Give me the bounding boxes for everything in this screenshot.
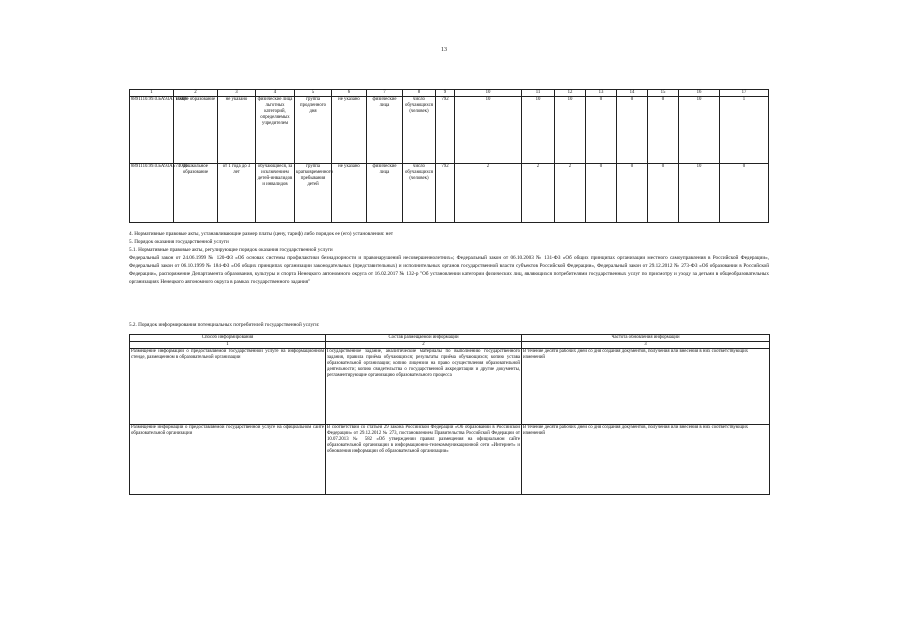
column-number: 12 — [555, 90, 586, 97]
table-cell: 0 — [617, 97, 648, 164]
section-5-heading: 5. Порядок оказания государственной услуги — [129, 239, 229, 245]
column-number: 13 — [586, 90, 617, 97]
column-number: 6 — [332, 90, 367, 97]
column-number: 3 — [522, 342, 770, 349]
table-cell: 10 — [522, 97, 555, 164]
column-number: 1 — [130, 90, 174, 97]
table-row — [130, 425, 770, 495]
table-cell: физические лица льготных категорий, определяемых учредителем — [256, 97, 295, 164]
column-number: 5 — [295, 90, 332, 97]
column-number: 4 — [256, 90, 295, 97]
table-cell: 0 — [586, 164, 617, 223]
section-5-2-heading: 5.2. Порядок информирования потенциальных потребителей государственной услуги: — [129, 322, 320, 328]
table-cell: 8891110.99.0.БА93АБ74000 — [130, 164, 174, 223]
table-cell: 792 — [436, 97, 455, 164]
header-frequency: Частота обновления информации — [522, 335, 770, 342]
column-number: 10 — [455, 90, 522, 97]
table-cell: 2 — [455, 164, 522, 223]
table-cell: 10 — [679, 164, 720, 223]
table-cell: группа кратковременного пребывания детей — [295, 164, 332, 223]
table-cell: 10 — [679, 97, 720, 164]
laws-paragraph: Федеральный закон от 24.06.1999 № 120-ФЗ «Об основах системы профилактики безнадзорности и правонарушений несовершеннолетних»; Федеральный закон от 06.10.2003 № 131-ФЗ «Об общих принципах организации местного самоуправления в Российской Федерации», Федеральный закон от 06.10.1999 № 184-ФЗ «Об общих принципах организации законодательных (представительных) и исполнительных органов государственной власти субъектов Российской Федерации», Федеральный закон от 29.12.2012 № 273-ФЗ «Об образовании в Российской Федерации», распоряжение Департамента образования, культуры и спорта Ненецкого автономного округа от 16.02.2017 № 132-р "Об установлении категории физических лиц, являющихся потребителями государственных услуг по присмотру и уходу за детьми в общеобразовательных организациях Ненецкого автономного округа в рамках государственного задания" — [129, 255, 769, 285]
table-cell: 0 — [648, 97, 679, 164]
table-cell: физические лица — [367, 164, 403, 223]
table-cell: дошкольное образование — [174, 164, 218, 223]
column-number: 11 — [522, 90, 555, 97]
table-cell: 0 — [617, 164, 648, 223]
method-cell: Размещение информации о предоставляемой государственной услуге на информационном стенде, размещенном в образовательной организации — [130, 349, 326, 425]
column-number: 16 — [679, 90, 720, 97]
table-row — [130, 349, 770, 425]
content-cell: В соответствии со статьей 29 закона Российской Федерации «Об образовании в Российской Федерации» от 29.12.2012 № 273, постановлением Правительства Российской Федерации от 10.07.2013 № 582 «Об утверждении правил размещения на официальном сайте образовательной организации в информационно-телекоммуникационной сети «Интернет» и обновления информации об образовательной организации» — [326, 425, 522, 495]
table-cell: 2 — [522, 164, 555, 223]
frequency-cell: В течение десяти рабочих дней со дня создания документов, получения или внесения в них соответствующих изменений — [522, 349, 770, 425]
service-indicators-table — [129, 89, 769, 223]
table-cell: 0 — [648, 164, 679, 223]
table-row — [130, 164, 769, 223]
column-number: 14 — [617, 90, 648, 97]
column-number: 2 — [326, 342, 522, 349]
section-4-text: 4. Нормативные правовые акты, устанавливающие размер платы (цену, тариф) либо порядок ее (его) установления: нет — [129, 231, 394, 237]
table-cell: 1 — [720, 97, 769, 164]
header-method: Способ информирования — [130, 335, 326, 342]
column-number: 2 — [174, 90, 218, 97]
table-cell: общее образование — [174, 97, 218, 164]
table-cell: 8891110.99.0.БА93АГ15000 — [130, 97, 174, 164]
header-content: Состав размещаемой информации — [326, 335, 522, 342]
table-cell: физические лица — [367, 97, 403, 164]
table-cell: 10 — [555, 97, 586, 164]
column-number: 9 — [436, 90, 455, 97]
table-cell: 0 — [720, 164, 769, 223]
table-cell: число обучающихся (человек) — [403, 97, 436, 164]
table-cell: не указано — [332, 97, 367, 164]
section-5-1-heading: 5.1. Нормативные правовые акты, регулирующие порядок оказания государственной услуги — [129, 247, 333, 253]
table-number-row — [130, 342, 770, 349]
column-number: 17 — [720, 90, 769, 97]
column-number: 15 — [648, 90, 679, 97]
table-cell: 0 — [586, 97, 617, 164]
method-cell: Размещение информации о предоставляемой государственной услуге на официальном сайте образовательной организации — [130, 425, 326, 495]
informing-table — [129, 334, 770, 495]
table-cell: число обучающихся (человек) — [403, 164, 436, 223]
column-number: 7 — [367, 90, 403, 97]
table-cell: 10 — [455, 97, 522, 164]
table-cell: 2 — [555, 164, 586, 223]
table-header-row — [130, 335, 770, 342]
table-cell: от 1 года до 3 лет — [218, 164, 256, 223]
column-number: 1 — [130, 342, 326, 349]
table-cell: не указано — [218, 97, 256, 164]
frequency-cell: В течение десяти рабочих дней со дня создания документов, получения или внесения в них соответствующих изменений — [522, 425, 770, 495]
content-cell: Государственное задание, аналитические материалы по выполнению государственного задания, правила приёма обучающихся; результаты приёма обучающихся; копию устава образовательной организации; копию лицензии на право осуществления образовательной деятельности; копию свидетельства о государственной аккредитации и другие документы, регламентирующие организацию образовательного процесса — [326, 349, 522, 425]
table-row — [130, 97, 769, 164]
table-cell: не указано — [332, 164, 367, 223]
table-cell: группа продленного дня — [295, 97, 332, 164]
table-cell: 792 — [436, 164, 455, 223]
page-number: 13 — [441, 47, 447, 53]
column-number: 3 — [218, 90, 256, 97]
table-cell: обучающиеся, за исключением детей-инвалидов и инвалидов — [256, 164, 295, 223]
table-header-row — [130, 90, 769, 97]
column-number: 8 — [403, 90, 436, 97]
